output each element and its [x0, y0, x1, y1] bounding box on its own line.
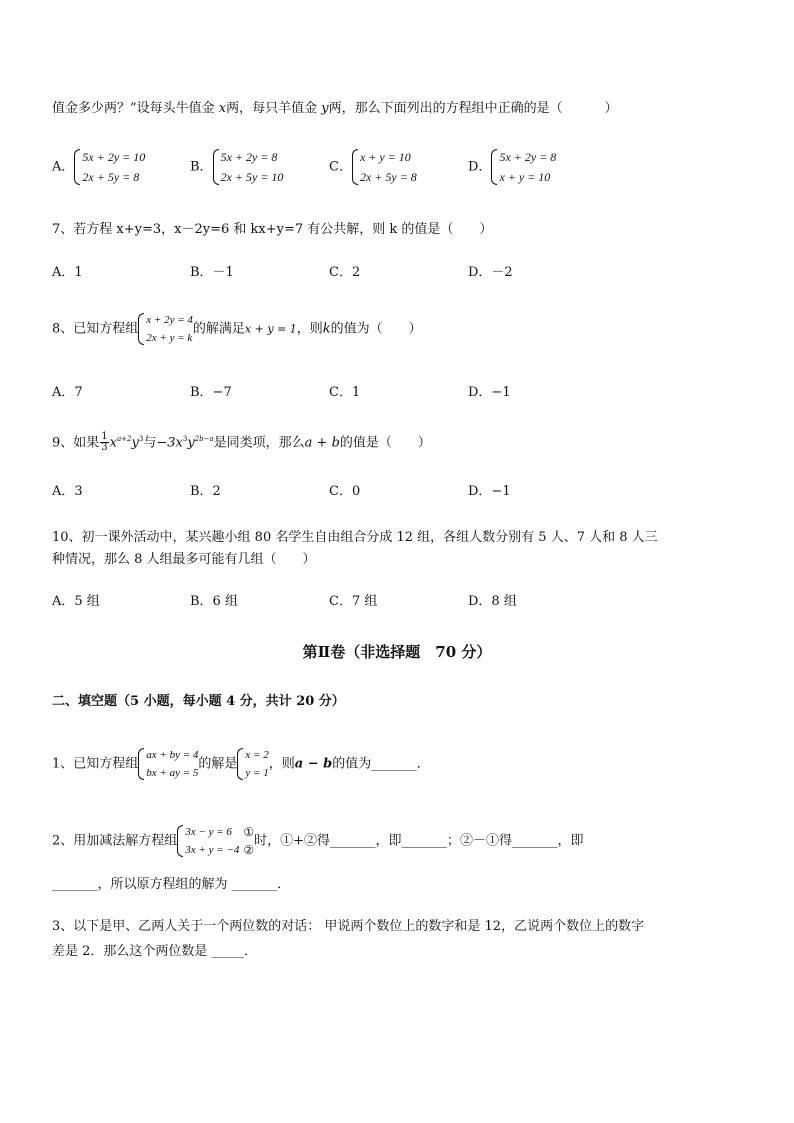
fraction: $\frac{1}{3}$ [101, 431, 108, 454]
q9-term2: −3x [156, 435, 183, 451]
solution-system: x = 2 y = 1 [237, 746, 268, 782]
q10-stem-line1: 10、初一课外活动中，某兴趣小组 80 名学生自由组合分成 12 组，各组人数分别有 5 人、7 人和 8 人三 [52, 530, 658, 545]
f2-prefix: 2、用加减法解方程组 [52, 833, 178, 849]
q10-option-d[interactable]: D．8 组 [468, 594, 517, 609]
f2-stem [52, 823, 584, 859]
q9-stem: 9、如果 $\frac{1}{3}$ $x^{a+2}y^3$与$-3x^3y^{2b-a}$是同类项，那么a + b的值是（ ） [52, 431, 431, 454]
q8-condition: x + y = 1 [244, 322, 297, 336]
q9-mid: 与 [143, 435, 157, 451]
equation-system: x + 2y = 4 2x + y = k [138, 311, 193, 347]
q9-option-d[interactable]: D．−1 [468, 484, 511, 499]
f1-end: 的值为_______． [332, 756, 430, 772]
q9-term2b: y [187, 435, 195, 451]
f3-stem-line1: 3、以下是甲、乙两人关于一个两位数的对话： 甲说两个数位上的数字和是 12，乙说两个数位上的数字 [52, 919, 645, 934]
q8-option-c[interactable]: C．1 [329, 385, 361, 400]
q9-option-c[interactable]: C．0 [329, 484, 361, 499]
option-label: A． [52, 159, 75, 175]
f1-mid: 的解是 [198, 756, 238, 772]
q6-text-a: 值金多少两？”设每头牛值金 [52, 101, 219, 116]
q6-var-y: y [321, 101, 329, 116]
q6-stem [52, 100, 618, 118]
equation-markers: ① ② [243, 825, 255, 857]
q6-option-a[interactable] [52, 147, 145, 187]
f1-expr: a − b [294, 756, 333, 772]
option-label: C． [329, 159, 352, 175]
q6-text-d: ） [604, 101, 618, 116]
f1-prefix: 1、已知方程组 [52, 756, 139, 772]
q8-option-b[interactable]: B．−7 [190, 385, 232, 400]
option-label: D． [468, 159, 492, 175]
f1-suffix: ，则 [268, 756, 295, 772]
section2-title: 二、填空题（5 小题，每小题 4 分，共计 20 分） [52, 694, 345, 709]
q7-stem: 7、若方程 x+y=3，x－2y=6 和 kx+y=7 有公共解，则 k 的值是（ ） [52, 222, 493, 237]
q10-option-c[interactable]: C．7 组 [329, 594, 378, 609]
q10-stem-line2: 种情况，那么 8 人组最多可能有几组（ ） [52, 552, 316, 567]
option-label: B． [190, 159, 213, 175]
f2-rest: 时，①+②得_______，即_______；②－①得_______，即 [254, 833, 584, 849]
q7-option-d[interactable]: D．－2 [468, 265, 513, 280]
q9-prefix: 9、如果 [52, 435, 100, 451]
q9-option-a[interactable]: A．3 [52, 484, 83, 499]
equation-system: 5x + 2y = 8 2x + 5y = 10 [213, 147, 284, 187]
q8-mid: 的解满足 [192, 321, 245, 337]
q6-option-b[interactable] [190, 147, 283, 187]
q9-suffix: 是同类项，那么 [213, 435, 305, 451]
q6-option-d[interactable] [468, 147, 556, 187]
q8-option-d[interactable]: D．−1 [468, 385, 511, 400]
q9-expr: a + b [304, 435, 340, 451]
q8-end: 的值为（ ） [330, 321, 422, 337]
q6-var-x: x [218, 101, 227, 116]
part2-title: 第Ⅱ卷（非选择题 70 分） [302, 643, 492, 661]
q8-prefix: 8、已知方程组 [52, 321, 139, 337]
f3-stem-line2: 差是 2．那么这个两位数是 _____． [52, 944, 258, 959]
q8-suffix: ，则 [296, 321, 323, 337]
q10-option-a[interactable]: A．5 组 [52, 594, 100, 609]
f2-stem-line2: _______，所以原方程组的解为 _______． [52, 877, 291, 892]
equation-system: 3x − y = 6 3x + y = −4 [177, 823, 239, 859]
q9-option-b[interactable]: B．2 [190, 484, 221, 499]
f1-stem [52, 746, 430, 782]
equation-system: 5x + 2y = 8 x + y = 10 [491, 147, 556, 187]
q7-option-c[interactable]: C．2 [329, 265, 361, 280]
q10-option-b[interactable]: B．6 组 [190, 594, 238, 609]
equation-system: x + y = 10 2x + 5y = 8 [352, 147, 417, 187]
q9-end: 的值是（ ） [339, 435, 431, 451]
q8-var: k [322, 321, 331, 337]
q6-text-c: 两，那么下面列出的方程组中正确的是（ [328, 101, 563, 116]
equation-system: ax + by = 4 bx + ay = 5 [138, 746, 198, 782]
q9-term1: x [109, 435, 117, 451]
q8-stem [52, 311, 422, 347]
equation-system: 5x + 2y = 10 2x + 5y = 8 [74, 147, 145, 187]
q9-term1b: y [131, 435, 139, 451]
q8-option-a[interactable]: A．7 [52, 385, 83, 400]
q7-option-a[interactable]: A．1 [52, 265, 83, 280]
q7-option-b[interactable]: B．－1 [190, 265, 234, 280]
q6-option-c[interactable] [329, 147, 417, 187]
q6-text-b: 两，每只羊值金 [226, 101, 322, 116]
